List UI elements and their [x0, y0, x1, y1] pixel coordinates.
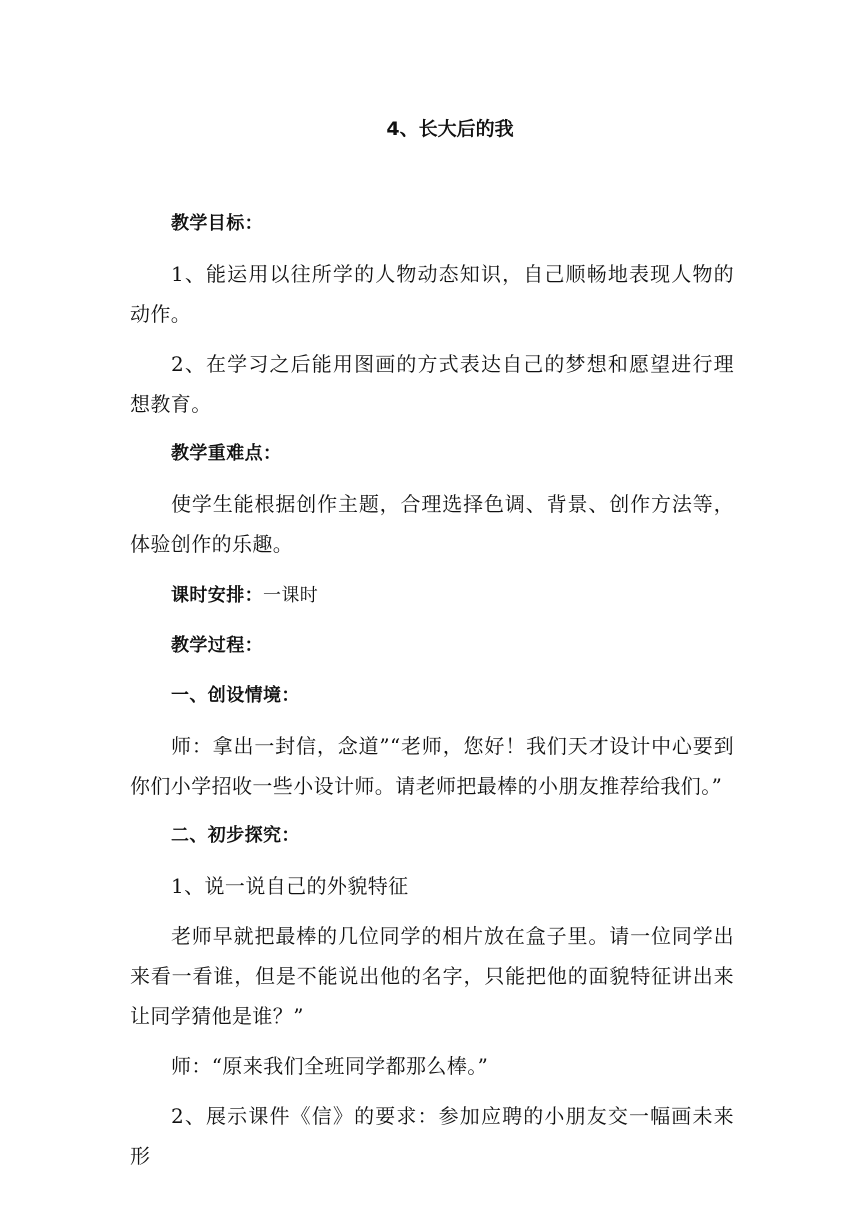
step2-item-1-text: 老师早就把最棒的几位同学的相片放在盒子里。请一位同学出来看一看谁，但是不能说出他的名字，只能把他的面貌特征讲出来让同学猜他是谁？” — [130, 924, 734, 1028]
objective-2: 2、在学习之后能用图画的方式表达自己的梦想和愿望进行理想教育。 — [130, 352, 734, 416]
key-points-text: 使学生能根据创作主题，合理选择色调、背景、创作方法等，体验创作的乐趣。 — [130, 492, 734, 556]
schedule-value: 一课时 — [263, 585, 319, 606]
step1-text: 师：拿出一封信，念道”“老师，您好！我们天才设计中心要到你们小学招收一些小设计师。请老师把最棒的小朋友推荐给我们。” — [130, 734, 734, 798]
document-title: 4、长大后的我 — [386, 118, 514, 140]
document-body — [130, 204, 734, 1176]
step2-item-1: 1、说一说自己的外貌特征 — [171, 874, 409, 898]
step2-item-2: 2、展示课件《信》的要求：参加应聘的小朋友交一幅画未来形 — [130, 1104, 734, 1168]
key-points-heading: 教学重难点： — [171, 443, 282, 464]
objectives-heading: 教学目标： — [171, 213, 263, 234]
step2-heading: 二、初步探究： — [171, 825, 300, 846]
step1-heading: 一、创设情境： — [171, 685, 300, 706]
schedule-label: 课时安排： — [171, 585, 263, 606]
process-heading: 教学过程： — [171, 635, 263, 656]
objective-1: 1、能运用以往所学的人物动态知识，自己顺畅地表现人物的动作。 — [130, 262, 734, 326]
step2-teacher-quote: 师：“原来我们全班同学都那么棒。” — [171, 1054, 489, 1078]
schedule-line — [130, 574, 734, 616]
